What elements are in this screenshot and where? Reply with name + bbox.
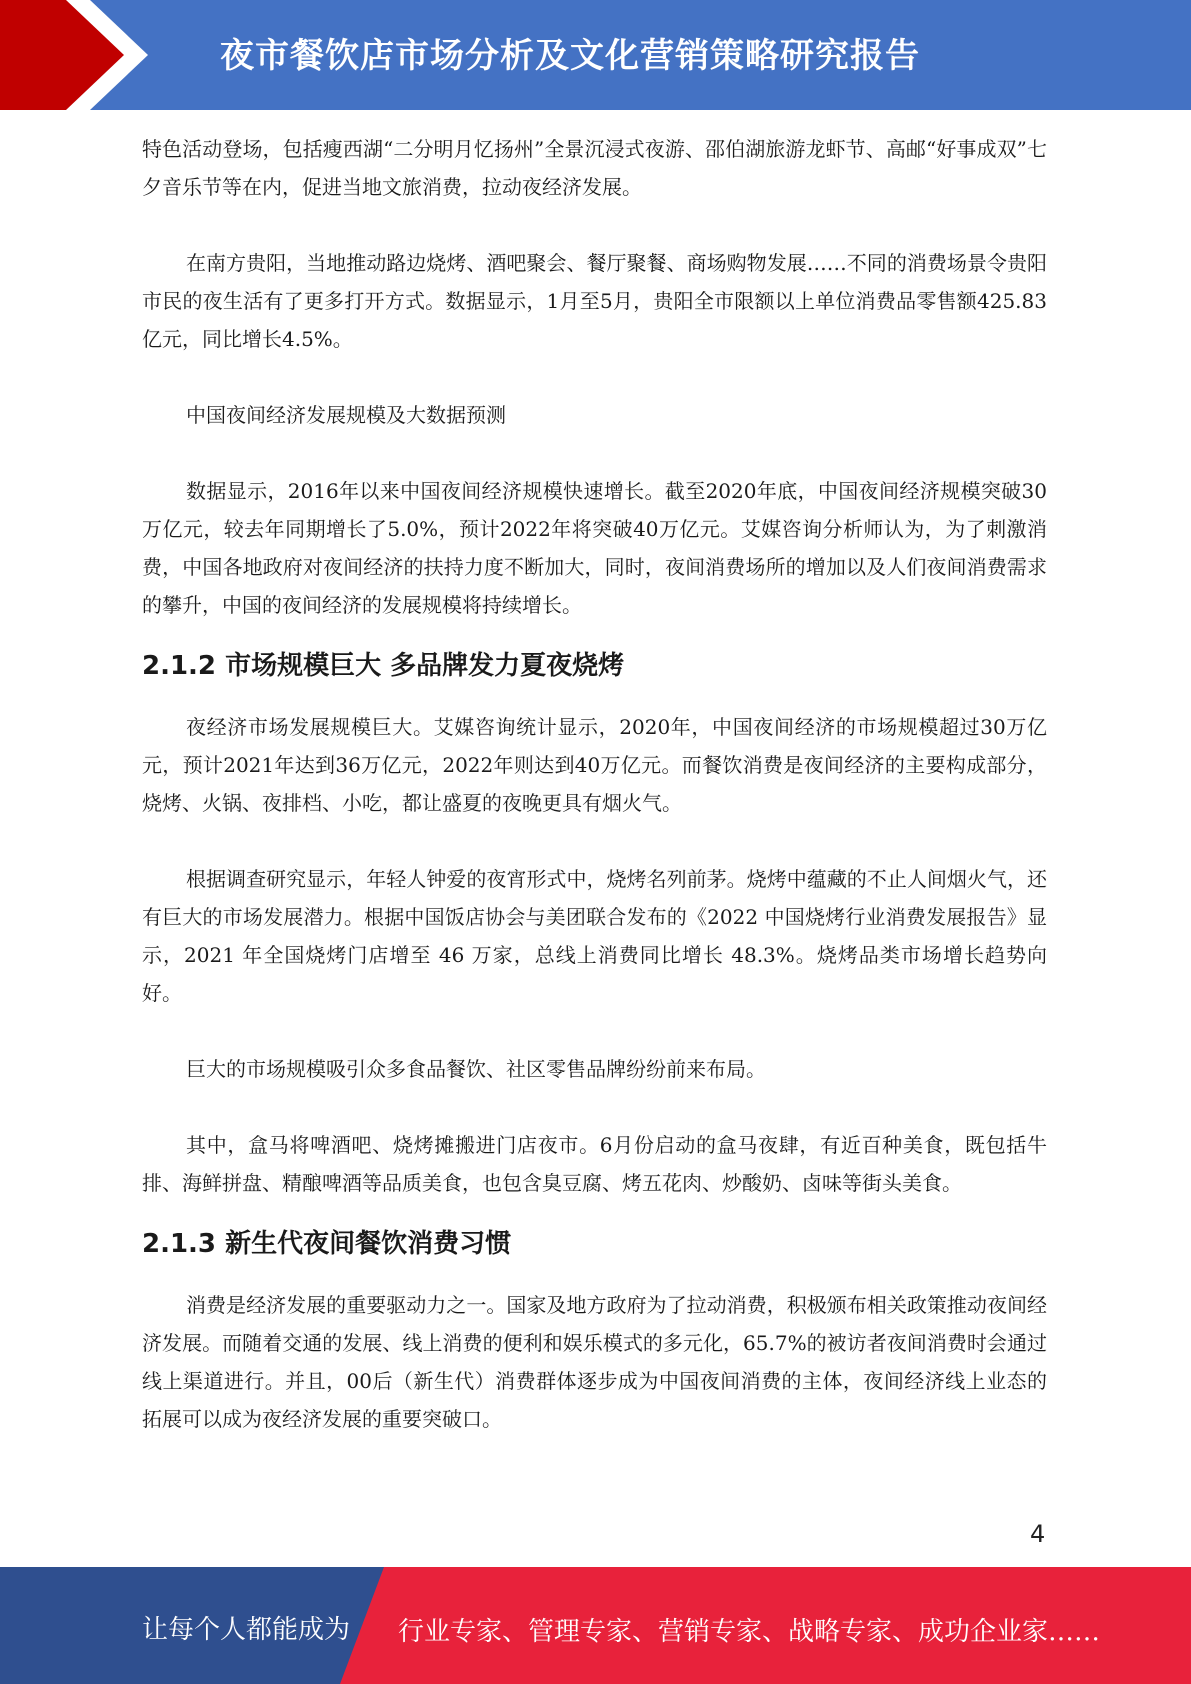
page-body — [142, 130, 1047, 1438]
report-title: 夜市餐饮店市场分析及文化营销策略研究报告 — [220, 36, 920, 76]
page-header — [0, 0, 1191, 110]
paragraph: 巨大的市场规模吸引众多食品餐饮、社区零售品牌纷纷前来布局。 — [186, 1057, 766, 1081]
page-number: 4 — [1030, 1520, 1046, 1548]
paragraph: 夜经济市场发展规模巨大。艾媒咨询统计显示，2020年，中国夜间经济的市场规模超过30万亿元，预计2021年达到36万亿元，2022年则达到40万亿元。而餐饮消费是夜间经济的主要构成部分，烧烤、火锅、夜排档、小吃，都让盛夏的夜晚更具有烟火气。 — [142, 715, 1047, 815]
footer-slogan-left: 让每个人都能成为 — [142, 1615, 351, 1645]
footer-slogan-right: 行业专家、管理专家、营销专家、战略专家、成功企业家…… — [398, 1617, 1101, 1647]
paragraph: 数据显示，2016年以来中国夜间经济规模快速增长。截至2020年底，中国夜间经济规模突破30万亿元，较去年同期增长了5.0%，预计2022年将突破40万亿元。艾媒咨询分析师认为，为了刺激消费，中国各地政府对夜间经济的扶持力度不断加大，同时，夜间消费场所的增加以及人们夜间消费需求的攀升，中国的夜间经济的发展规模将持续增长。 — [142, 479, 1047, 617]
paragraph: 在南方贵阳，当地推动路边烧烤、酒吧聚会、餐厅聚餐、商场购物发展……不同的消费场景令贵阳市民的夜生活有了更多打开方式。数据显示，1月至5月，贵阳全市限额以上单位消费品零售额425.83亿元，同比增长4.5%。 — [142, 251, 1047, 351]
paragraph: 根据调查研究显示，年轻人钟爱的夜宵形式中，烧烤名列前茅。烧烤中蕴藏的不止人间烟火气，还有巨大的市场发展潜力。根据中国饭店协会与美团联合发布的《2022 中国烧烤行业消费发展报告》显示，2021 年全国烧烤门店增至 46 万家，总线上消费同比增长 48.3%。烧烤品类市场增长趋势向好。 — [142, 867, 1047, 1005]
paragraph: 其中，盒马将啤酒吧、烧烤摊搬进门店夜市。6月份启动的盒马夜肆，有近百种美食，既包括牛排、海鲜拼盘、精酿啤酒等品质美食，也包含臭豆腐、烤五花肉、炒酸奶、卤味等街头美食。 — [142, 1133, 1047, 1195]
paragraph: 特色活动登场，包括瘦西湖“二分明月忆扬州”全景沉浸式夜游、邵伯湖旅游龙虾节、高邮“好事成双”七夕音乐节等在内，促进当地文旅消费，拉动夜经济发展。 — [142, 137, 1047, 199]
paragraph: 中国夜间经济发展规模及大数据预测 — [186, 403, 506, 427]
section-heading: 2.1.2 市场规模巨大 多品牌发力夏夜烧烤 — [142, 651, 625, 681]
page-footer — [0, 1567, 1191, 1684]
paragraph: 消费是经济发展的重要驱动力之一。国家及地方政府为了拉动消费，积极颁布相关政策推动夜间经济发展。而随着交通的发展、线上消费的便利和娱乐模式的多元化，65.7%的被访者夜间消费时会通过线上渠道进行。并且，00后（新生代）消费群体逐步成为中国夜间消费的主体，夜间经济线上业态的拓展可以成为夜经济发展的重要突破口。 — [142, 1293, 1047, 1431]
section-heading: 2.1.3 新生代夜间餐饮消费习惯 — [142, 1229, 512, 1259]
